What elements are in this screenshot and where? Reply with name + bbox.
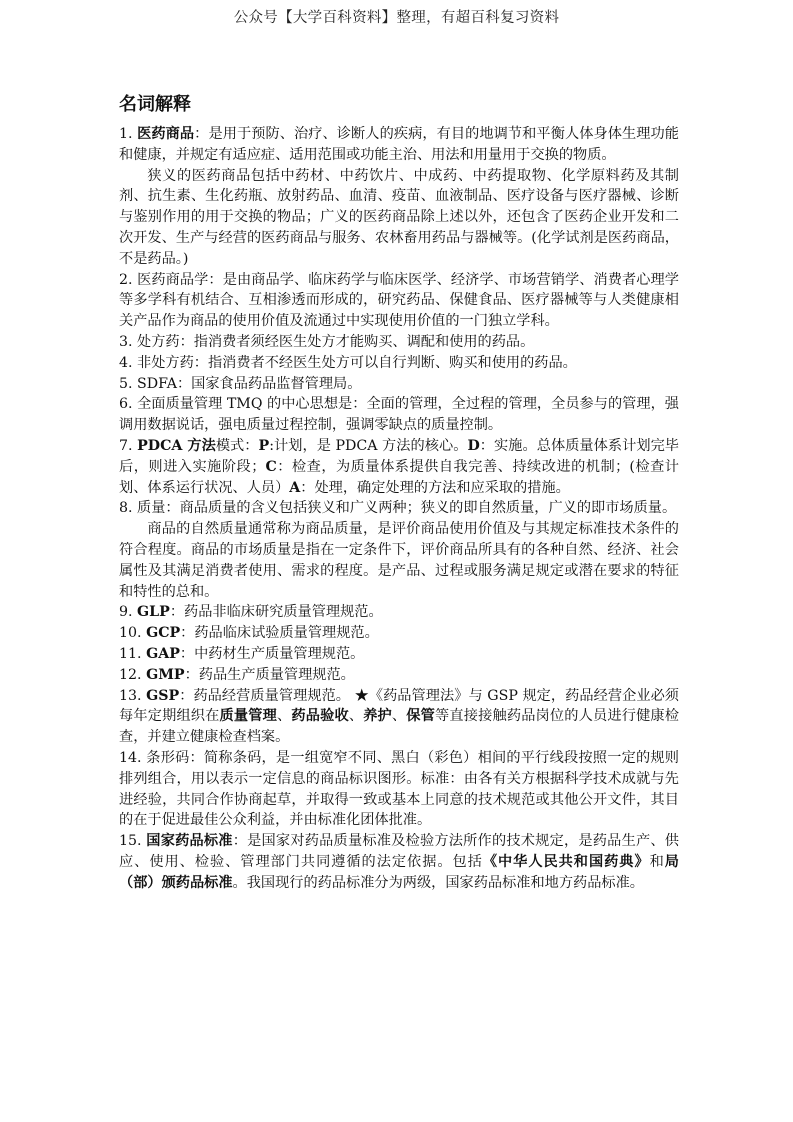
term-12: 12. GMP：药品生产质量管理规范。 xyxy=(119,666,355,683)
term-4: 4. 非处方药：指消费者不经医生处方可以自行判断、购买和使用的药品。 xyxy=(119,354,577,371)
term-5: 5. SDFA：国家食品药品监督管理局。 xyxy=(119,375,362,392)
term-1-name: 医药商品 xyxy=(137,126,195,142)
term-2: 2. 医药商品学：是由商品学、临床药学与临床医学、经济学、市场营销学、消费者心理学等多学科有机结合、互相渗透而形成的，研究药品、保健食品、医疗器械等与人类健康相关产品作为商品的使用价值及流通过中实现使用价值的一门独立学科。 xyxy=(119,271,679,330)
term-13: 13. GSP：药品经营质量管理规范。 ★《药品管理法》与 GSP 规定，药品经营企业必须每年定期组织在质量管理、药品验收、养护、保管等直接接触药品岗位的人员进行健康检查，并建立健康检查档案。 xyxy=(119,687,679,746)
term-9: 9. GLP：药品非临床研究质量管理规范。 xyxy=(119,604,383,621)
term-1: 1. 医药商品：是用于预防、治疗、诊断人的疾病，有目的地调节和平衡人体身体生理功能和健康，并规定有适应症、适用范围或功能主治、用法和用量用于交换的物质。 xyxy=(119,126,679,163)
term-10: 10. GCP：药品临床试验质量管理规范。 xyxy=(119,625,379,642)
term-1-paragraph-2: 狭义的医药商品包括中药材、中药饮片、中成药、中药提取物、化学原料药及其制剂、抗生素、生化药瓶、放射药品、血清、疫苗、血液制品、医疗设备与医疗器械、诊断与鉴别作用的用于交换的物品；广义的医药商品除上述以外，还包含了医药企业开发和二次开发、生产与经营的医药商品与服务、农林畜用药品与器械等。(化学试剂是医药商品，不是药品。) xyxy=(119,167,679,267)
term-8-paragraph-2: 商品的自然质量通常称为商品质量，是评价商品使用价值及与其规定标准技术条件的符合程度。商品的市场质量是指在一定条件下，评价商品所具有的各种自然、经济、社会属性及其满足消费者使用、需求的程度。是产品、过程或服务满足规定或潜在要求的特征和特性的总和。 xyxy=(119,521,679,600)
term-7-name: PDCA 方法 xyxy=(137,437,216,454)
term-11: 11. GAP：中药材生产质量管理规范。 xyxy=(119,645,365,662)
term-7: 7. PDCA 方法模式：P:计划，是 PDCA 方法的核心。D：实施。总体质量体系计划完毕后，则进入实施阶段；C：检查，为质量体系提供自我完善、持续改进的机制；(检查计划、体系运行状况、人员）A：处理，确定处理的方法和应采取的措施。 xyxy=(119,437,679,496)
glossary-content xyxy=(119,124,679,893)
term-6: 6. 全面质量管理 TMQ 的中心思想是：全面的管理，全过程的管理，全员参与的管理，强调用数据说话，强电质量过程控制，强调零缺点的质量控制。 xyxy=(119,396,679,434)
page-title: 名词解释 xyxy=(119,94,191,115)
term-3: 3. 处方药：指消费者须经医生处方才能购买、调配和使用的药品。 xyxy=(119,333,535,350)
page-header: 公众号【大学百科资料】整理，有超百科复习资料 xyxy=(233,10,560,26)
term-8: 8. 质量：商品质量的含义包括狭义和广义两种；狭义的即自然质量，广义的即市场质量。 xyxy=(119,500,677,517)
term-14: 14. 条形码：简称条码，是一组宽窄不同、黑白（彩色）相间的平行线段按照一定的规则排列组合，用以表示一定信息的商品标识图形。标准：由各有关方根据科学技术成就与先进经验，共同合作协商起草，并取得一致或基本上同意的技术规范或其他公开文件，其目的在于促进最佳公众利益，并由标准化团体批准。 xyxy=(119,749,679,829)
term-15: 15. 国家药品标准：是国家对药品质量标准及检验方法所作的技术规定，是药品生产、供应、使用、检验、管理部门共同遵循的法定依据。包括《中华人民共和国药典》和局（部）颁药品标准。我国现行的药品标准分为两级，国家药品标准和地方药品标准。 xyxy=(119,833,679,891)
